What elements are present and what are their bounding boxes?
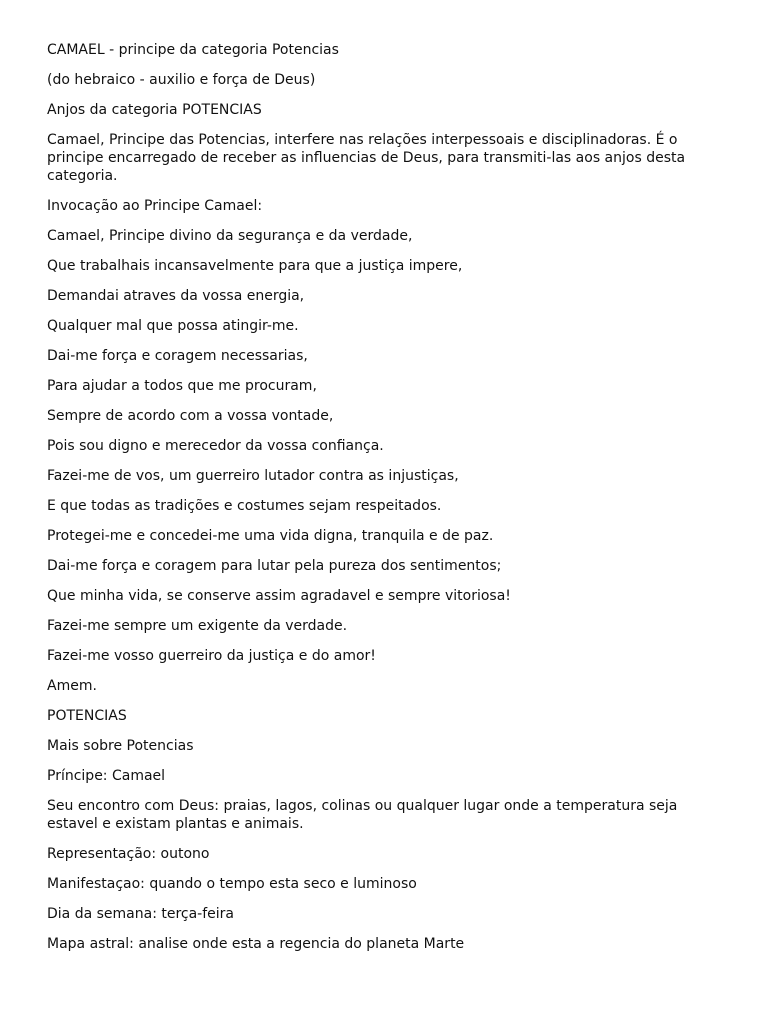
prayer-line: Fazei-me sempre um exigente da verdade. — [47, 618, 348, 634]
info-encounter: Seu encontro com Deus: praias, lagos, colinas ou qualquer lugar onde a temperatura seja estavel e existam plantas e animais. — [47, 798, 678, 832]
prayer-line: Fazei-me vosso guerreiro da justiça e do amor! — [47, 648, 376, 664]
prayer-closing: Amem. — [47, 678, 97, 694]
info-weekday: Dia da semana: terça-feira — [47, 906, 235, 922]
category-heading: Anjos da categoria POTENCIAS — [47, 102, 262, 118]
document-body — [47, 41, 717, 965]
prayer-line: Protegei-me e concedei-me uma vida digna, tranquila e de paz. — [47, 528, 494, 544]
prayer-line: Sempre de acordo com a vossa vontade, — [47, 408, 334, 424]
prayer-line: Que minha vida, se conserve assim agradavel e sempre vitoriosa! — [47, 588, 511, 604]
invocation-heading: Invocação ao Principe Camael: — [47, 198, 263, 214]
section-subheading: Mais sobre Potencias — [47, 738, 194, 754]
prayer-line: Que trabalhais incansavelmente para que a justiça impere, — [47, 258, 463, 274]
prayer-line: E que todas as tradições e costumes sejam respeitados. — [47, 498, 442, 514]
prayer-line: Pois sou digno e merecedor da vossa confiança. — [47, 438, 384, 454]
info-representation: Representação: outono — [47, 846, 210, 862]
description-paragraph: Camael, Principe das Potencias, interfere nas relações interpessoais e disciplinadoras. É o principe encarregado de receber as influencias de Deus, para transmiti-las aos anjos desta categoria. — [47, 132, 686, 184]
info-astral-map: Mapa astral: analise onde esta a regencia do planeta Marte — [47, 936, 465, 952]
prayer-line: Para ajudar a todos que me procuram, — [47, 378, 317, 394]
prayer-line: Dai-me força e coragem necessarias, — [47, 348, 308, 364]
section-heading: POTENCIAS — [47, 708, 127, 724]
prayer-line: Dai-me força e coragem para lutar pela pureza dos sentimentos; — [47, 558, 502, 574]
prayer-line: Qualquer mal que possa atingir-me. — [47, 318, 299, 334]
info-manifestation: Manifestaçao: quando o tempo esta seco e luminoso — [47, 876, 417, 892]
prayer-line: Demandai atraves da vossa energia, — [47, 288, 305, 304]
prayer-line: Camael, Principe divino da segurança e da verdade, — [47, 228, 413, 244]
prayer-line: Fazei-me de vos, um guerreiro lutador contra as injustiças, — [47, 468, 459, 484]
info-prince: Príncipe: Camael — [47, 768, 166, 784]
document-title: CAMAEL - principe da categoria Potencias — [47, 42, 339, 58]
title-subtitle: (do hebraico - auxilio e força de Deus) — [47, 72, 316, 88]
